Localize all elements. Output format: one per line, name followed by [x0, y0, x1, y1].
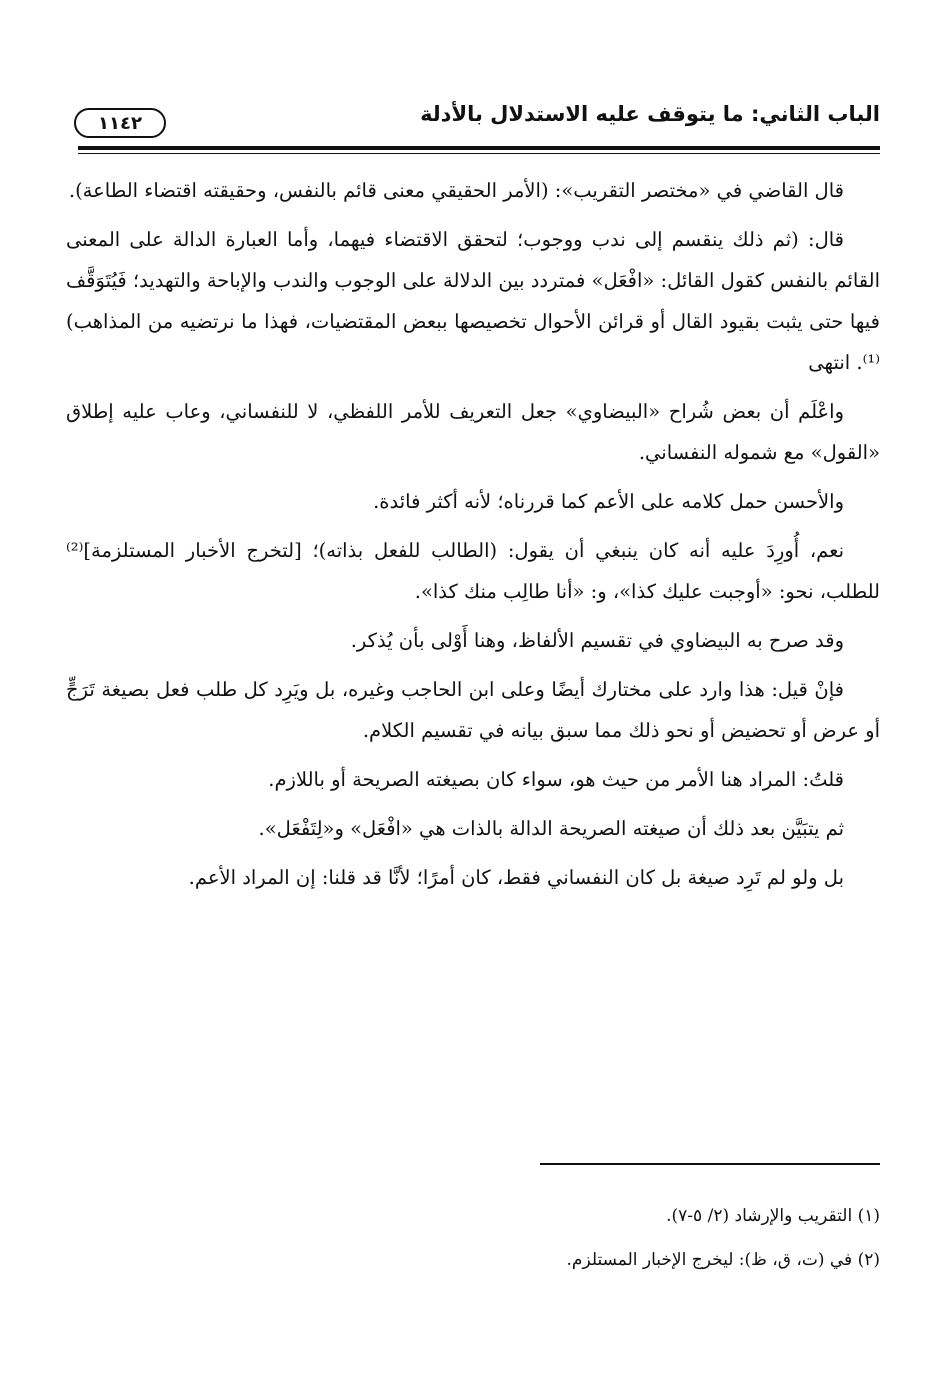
paragraph: قلتُ: المراد هنا الأمر من حيث هو، سواء كان بصيغته الصريحة أو باللازم.: [268, 768, 844, 791]
page-header: [68, 98, 880, 148]
header-rule-thin: [78, 153, 880, 154]
paragraph: ثم يتبَيَّن بعد ذلك أن صيغته الصريحة الدالة بالذات هي «افْعَل» و«لِتَفْعَل».: [258, 817, 844, 840]
footnote: (٢) في (ت، ق، ظ): ليخرج الإخبار المستلزم.: [566, 1250, 880, 1270]
paragraph: نعم، أُورِدَ عليه أنه كان ينبغي أن يقول: (الطالب للفعل بذاته)؛ [لتخرج الأخبار المستلزمة]⁽²⁾ للطلب، نحو: «أوجبت عليك كذا»، و: «أنا طالِب منك كذا».: [66, 539, 880, 603]
page-number-badge: [74, 108, 166, 138]
header-rule-thick: [78, 146, 880, 150]
footnote-separator: [540, 1163, 880, 1165]
main-text: [66, 170, 880, 906]
paragraph: قال: (ثم ذلك ينقسم إلى ندب ووجوب؛ لتحقق الاقتضاء فيهما، وأما العبارة الدالة على المعنى القائم بالنفس كقول القائل: «افْعَل» فمتردد بين الدلالة على الوجوب والندب والإباحة والتهديد؛ فَيُتَوَقَّف فيها حتى يثبت بقيود القال أو قرائن الأحوال تخصيصها ببعض المقتضيات، فهذا ما نرتضيه من المذاهب)⁽¹⁾. انتهى: [66, 228, 880, 374]
paragraph: والأحسن حمل كلامه على الأعم كما قررناه؛ لأنه أكثر فائدة.: [373, 490, 844, 513]
page-number: ١١٤٢: [98, 112, 142, 134]
footnote: (١) التقريب والإرشاد (٢/ ٥-٧).: [666, 1206, 880, 1226]
footnotes: [66, 1194, 880, 1282]
paragraph: وقد صرح به البيضاوي في تقسيم الألفاظ، وهنا أَوْلى بأن يُذكر.: [350, 629, 844, 652]
running-title: الباب الثاني: ما يتوقف عليه الاستدلال بالأدلة: [420, 102, 880, 126]
paragraph: واعْلَم أن بعض شُراح «البيضاوي» جعل التعريف للأمر اللفظي، لا للنفساني، وعاب عليه إطلاق «القول» مع شموله النفساني.: [66, 400, 880, 464]
paragraph: قال القاضي في «مختصر التقريب»: (الأمر الحقيقي معنى قائم بالنفس، وحقيقته اقتضاء الطاعة).: [68, 179, 844, 202]
paragraph: بل ولو لم تَرِد صيغة بل كان النفساني فقط، كان أمرًا؛ لأنَّا قد قلنا: إن المراد الأعم.: [188, 866, 844, 889]
paragraph: فإنْ قيل: هذا وارد على مختارك أيضًا وعلى ابن الحاجب وغيره، بل ويَرِد كل طلب فعل بصيغة تَرَجٍّ أو عرض أو تحضيض أو نحو ذلك مما سبق بيانه في تقسيم الكلام.: [66, 678, 880, 742]
